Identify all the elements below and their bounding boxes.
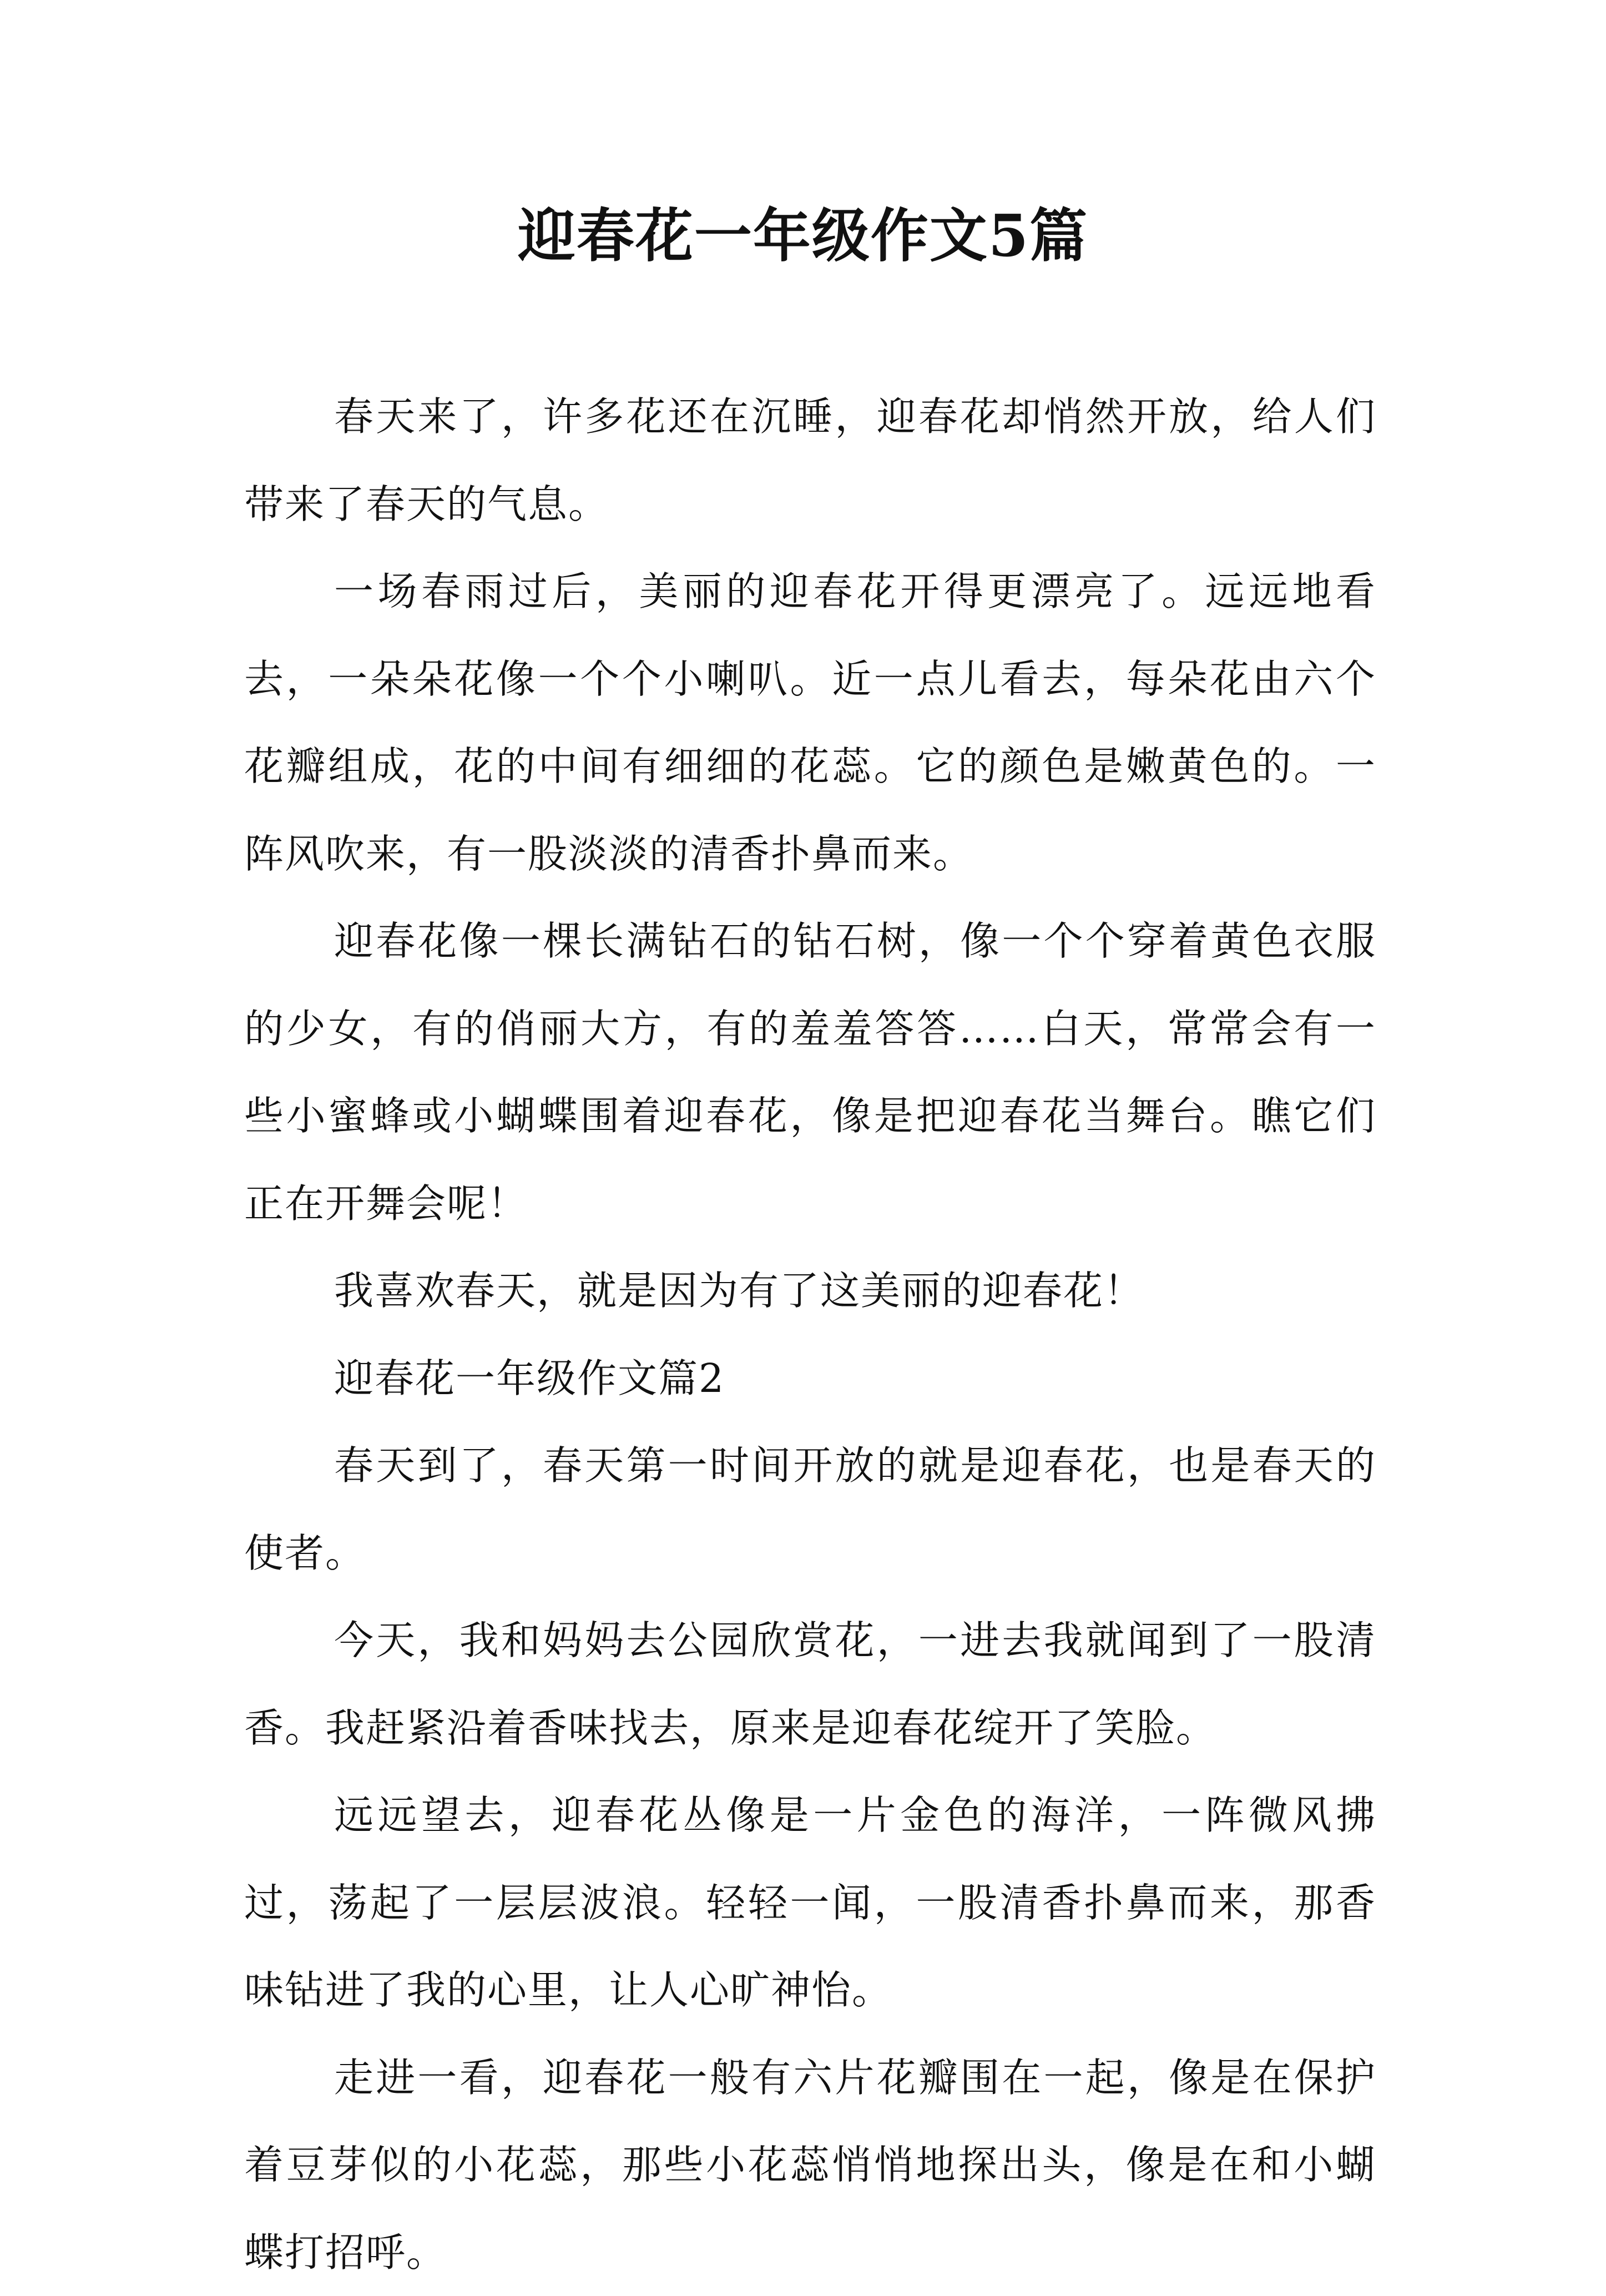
section-heading: 迎春花一年级作文篇2 — [244, 1335, 1376, 1422]
paragraph: 我喜欢春天，就是因为有了这美丽的迎春花！ — [244, 1247, 1376, 1335]
paragraph: 迎春花像一棵长满钻石的钻石树，像一个个穿着黄色衣服的少女，有的俏丽大方，有的羞羞答答……白天，常常会有一些小蜜蜂或小蝴蝶围着迎春花，像是把迎春花当舞台。瞧它们正在开舞会呢！ — [244, 897, 1376, 1247]
paragraph: 春天到了，春天第一时间开放的就是迎春花，也是春天的使者。 — [244, 1422, 1376, 1597]
paragraph: 春天来了，许多花还在沉睡，迎春花却悄然开放，给人们带来了春天的气息。 — [244, 373, 1376, 548]
document-body — [244, 373, 1376, 2296]
paragraph: 一场春雨过后，美丽的迎春花开得更漂亮了。远远地看去，一朵朵花像一个个小喇叭。近一点儿看去，每朵花由六个花瓣组成，花的中间有细细的花蕊。它的颜色是嫩黄色的。一阵风吹来，有一股淡淡的清香扑鼻而来。 — [244, 548, 1376, 897]
document-title: 迎春花一年级作文5篇 — [0, 200, 1606, 272]
paragraph: 远远望去，迎春花丛像是一片金色的海洋，一阵微风拂过，荡起了一层层波浪。轻轻一闻，一股清香扑鼻而来，那香味钻进了我的心里，让人心旷神怡。 — [244, 1772, 1376, 2034]
paragraph: 走进一看，迎春花一般有六片花瓣围在一起，像是在保护着豆芽似的小花蕊，那些小花蕊悄悄地探出头，像是在和小蝴蝶打招呼。 — [244, 2034, 1376, 2296]
paragraph: 今天，我和妈妈去公园欣赏花，一进去我就闻到了一股清香。我赶紧沿着香味找去，原来是迎春花绽开了笑脸。 — [244, 1597, 1376, 1772]
